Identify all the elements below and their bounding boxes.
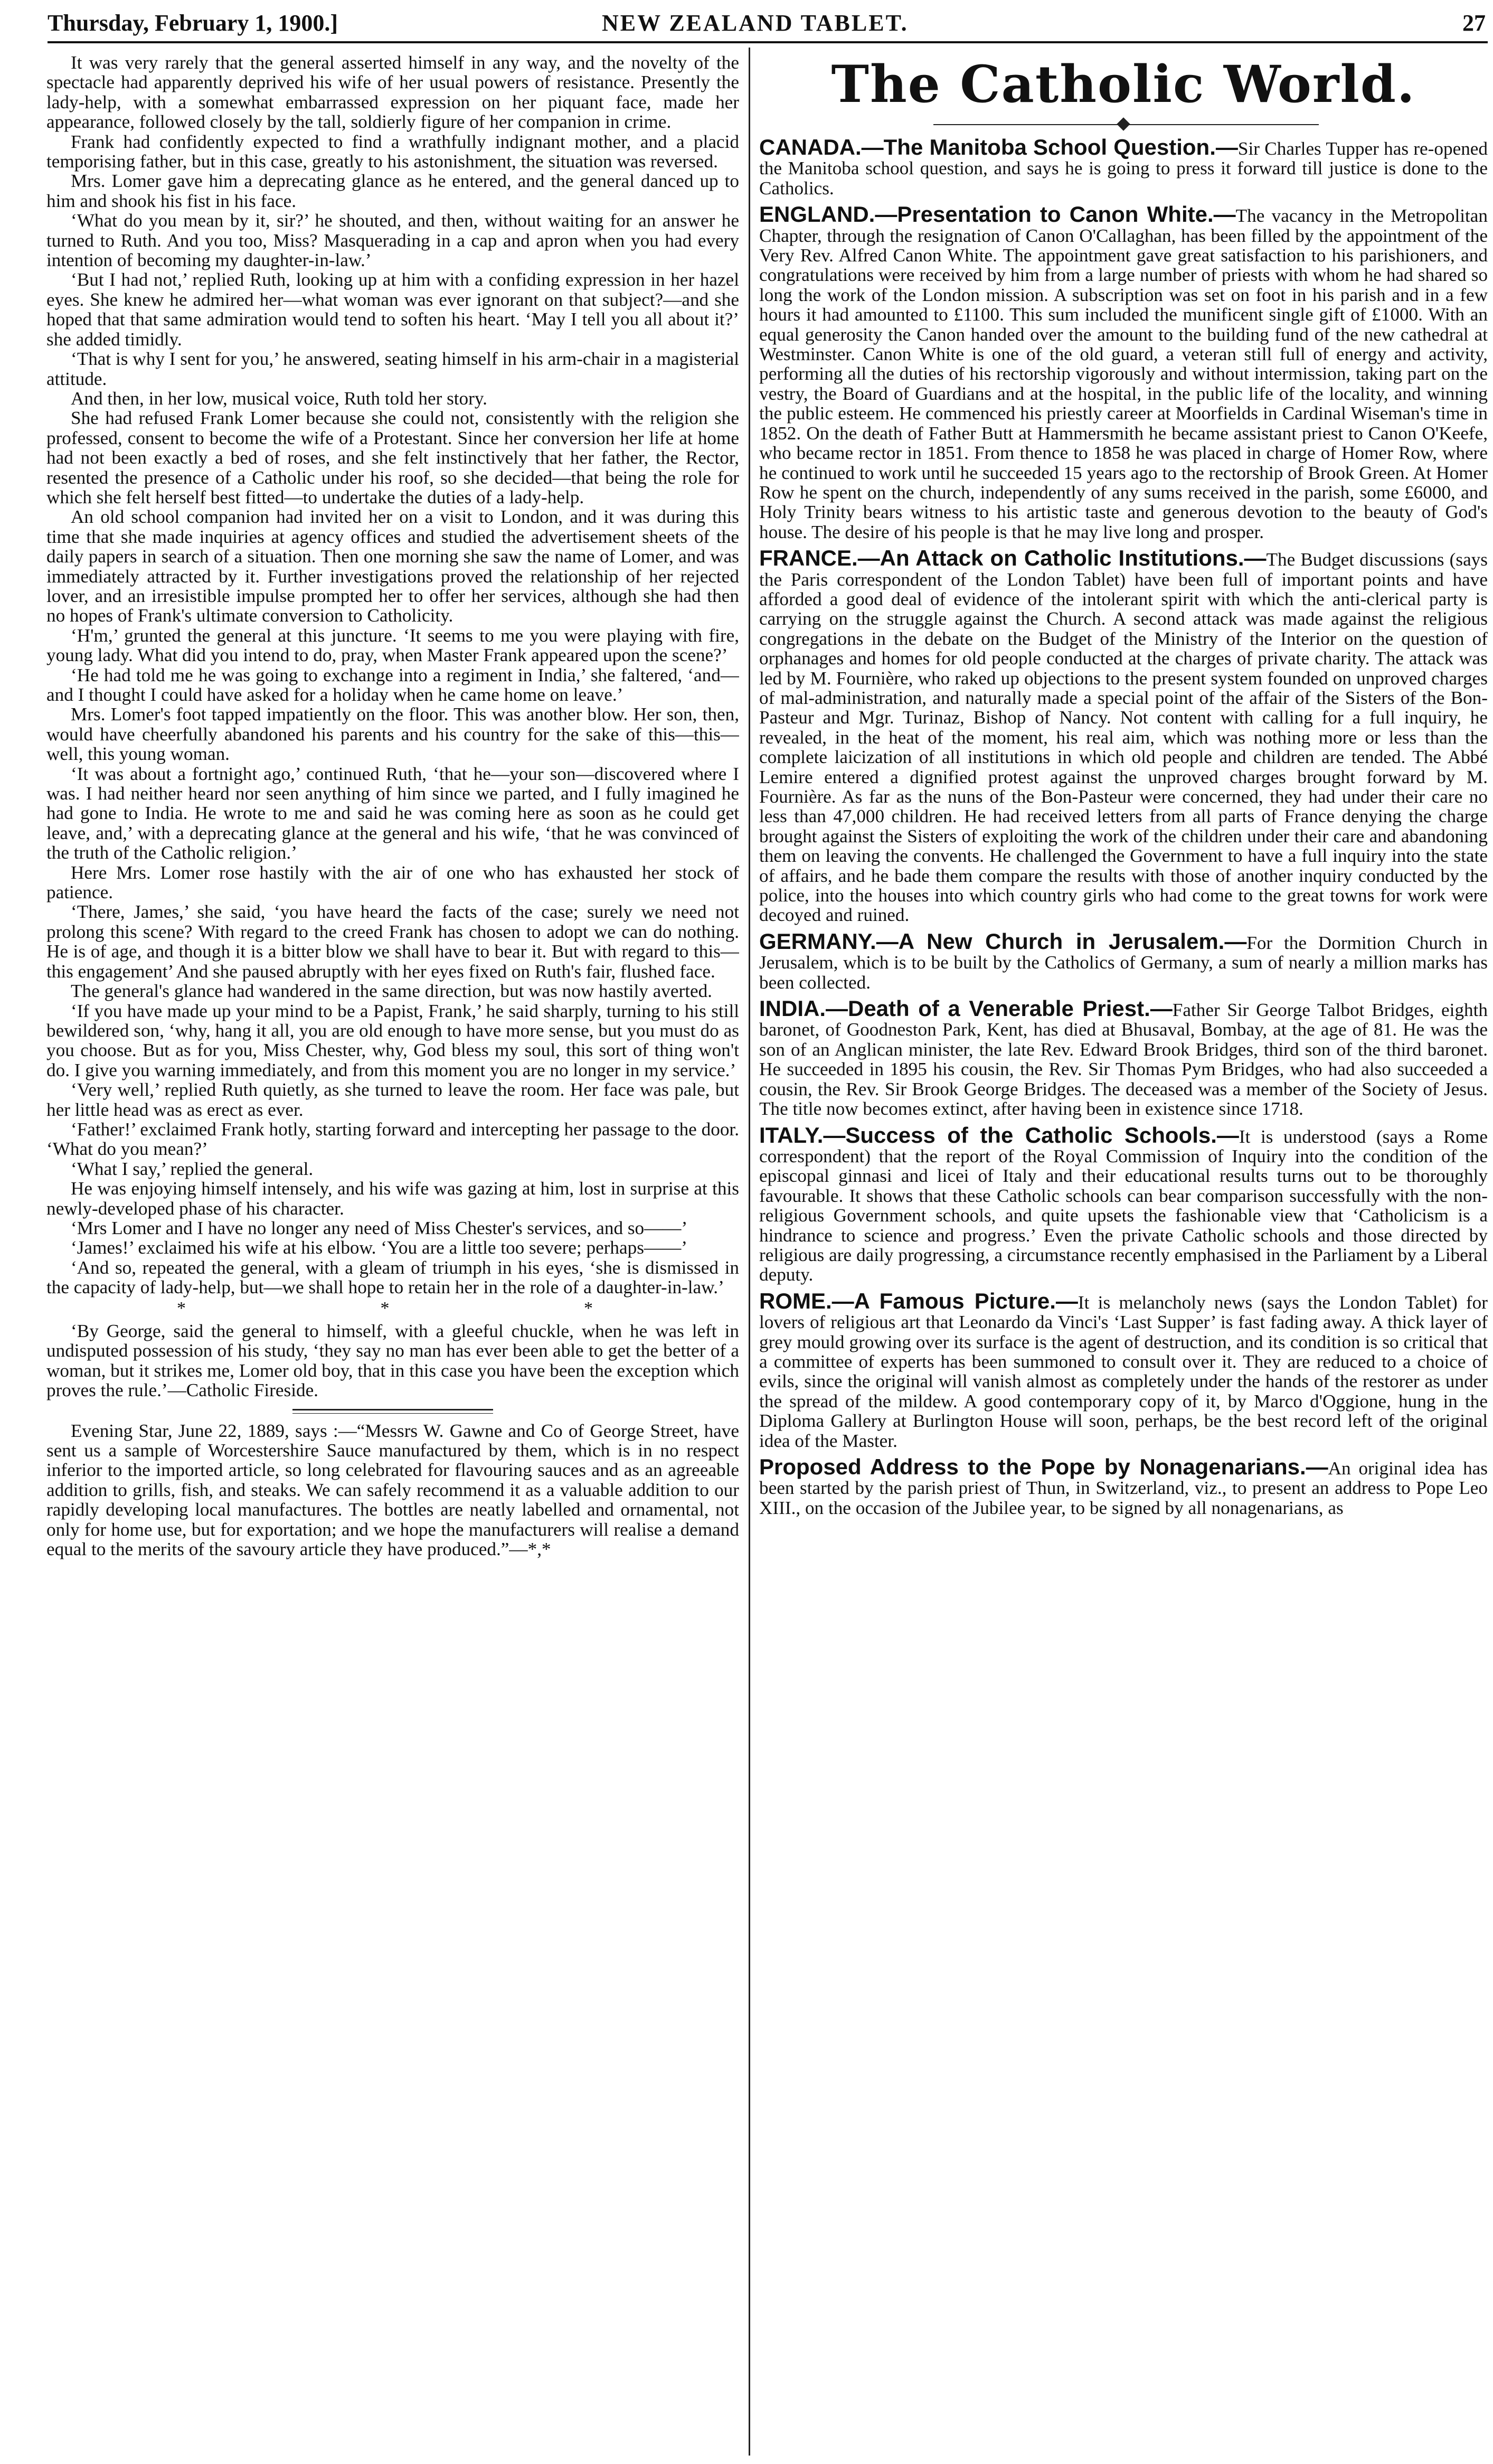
news-item-heading: ITALY.—Success of the Catholic Schools.—: [759, 1122, 1239, 1148]
header-rule: [48, 41, 1488, 43]
news-item: [759, 548, 1488, 925]
page-header: [48, 5, 1493, 38]
news-item-heading: CANADA.—The Manitoba School Question.—: [759, 135, 1238, 159]
news-item-body: The Budget discussions (says the Paris correspondent of the London Tablet) have been full of important points and have afforded a good deal of evidence of the intolerant spirit with which the anti-clerical party is carrying on the struggle against the Church. A second attack was made against the religious congregations in the debate on the Budget of the Ministry of the Interior on the question of orphanages and homes for old people conducted at the charges of private charity. The attack was led by M. Fournière, who raked up objections to the present system founded on unproved charges of mal-administration, and naturally made a special point of the affair of the Sisters of the Bon-Pasteur and Mgr. Turinaz, Bishop of Nancy. Not content with calling for a full inquiry, he revealed, in the heat of the moment, his real aim, which was nothing more or less than the complete laicization of all institutions in which old people and children are tended. The Abbé Lemire entered a dignified protest against the unproved charges brought forward by M. Fournière. As far as the nuns of the Bon-Pasteur were concerned, they had under their care no less than 47,000 children. He had received letters from all parts of France denying the charge brought against the Sisters of exploiting the work of the children under their care and abandoning them on leaving the convents. He challenged the Government to have a full inquiry into the state of affairs, and he bade them compare the results with those of another inquiry conducted by the police, into the houses into which country girls who had come to the great towns for work were decoyed and ruined.: [759, 549, 1488, 926]
news-item-text: [759, 928, 1488, 993]
story-paragraph: Frank had confidently expected to find a wrathfully indignant mother, and a placid temporising father, but in this case, greatly to his astonishment, the situation was reversed.: [46, 131, 739, 172]
publication-title: NEW ZEALAND TABLET.: [602, 10, 909, 36]
story-paragraph: ‘It was about a fortnight ago,’ continued Ruth, ‘that he—your son—discovered where I was. I had neither heard nor seen anything of him since we parted, and I fully imagined he had gone to India. He wrote to me and said he was coming here as soon as he could get leave, and,’ with a deprecating glance at the general and his wife, ‘that he was convinced of the truth of the Catholic religion.’: [46, 763, 739, 863]
story-paragraph: ‘James!’ exclaimed his wife at his elbow. ‘You are a little too severe; perhaps——’: [71, 1237, 688, 1258]
story-paragraph: ‘He had told me he was going to exchange into a regiment in India,’ she faltered, ‘and—and I thought I could have asked for a holiday when he came home on leave.’: [46, 664, 739, 705]
news-item: [759, 928, 1488, 993]
news-item-text: [759, 137, 1488, 198]
story-paragraph: ‘Mrs Lomer and I have no longer any need of Miss Chester's services, and so——’: [71, 1217, 688, 1238]
news-item-heading: FRANCE.—An Attack on Catholic Institutions.—: [759, 546, 1267, 571]
story-paragraph: ‘What do you mean by it, sir?’ he shouted, and then, without waiting for an answer he turned to Ruth. And you too, Miss? Masquerading in a cap and apron when you had every intention of becoming my daughter-in-law.’: [46, 210, 739, 271]
news-item: [759, 1454, 1488, 1518]
page-number: 27: [1462, 10, 1486, 36]
story-ending: ‘By George, said the general to himself, with a gleeful chuckle, when he was left in undisputed possession of his study, ‘they say no man has ever been able to get the better of a woman, but it strikes me, Lomer old boy, that in this case you have been the exception which proves the rule.’—Catholic Fireside.: [46, 1321, 739, 1401]
news-item: [759, 204, 1488, 542]
news-item-text: [759, 1122, 1488, 1285]
masthead-ornament: [759, 118, 1488, 131]
news-item: [759, 137, 1488, 198]
story-paragraph: ‘That is why I sent for you,’ he answered, seating himself in his arm-chair in a magisterial attitude.: [46, 349, 739, 389]
story-paragraph: Mrs. Lomer gave him a deprecating glance as he entered, and the general danced up to him and shook his fist in his face.: [46, 171, 739, 211]
news-sections: [759, 137, 1488, 1518]
news-item: [759, 996, 1488, 1120]
story-paragraph: And then, in her low, musical voice, Ruth told her story.: [71, 388, 487, 409]
news-item-heading: INDIA.—Death of a Venerable Priest.—: [759, 996, 1173, 1021]
story-paragraph: An old school companion had invited her on a visit to London, and it was during this time that she made inquiries at agency offices and studied the advertisement sheets of the daily papers in search of a situation. Then one morning she saw the name of Lomer, and was immediately attracted by it. Further investigations proved the relationship of her rejected lover, and an irresistible impulse prompted her to offer her services, although she had then no hopes of Frank's ultimate conversion to Catholicity.: [46, 506, 739, 626]
section-break-stars: * * *: [177, 1298, 688, 1318]
news-item-body: The vacancy in the Metropolitan Chapter, through the resignation of Canon O'Callaghan, has been filled by the appointment of the Very Rev. Alfred Canon White. The appointment gave great satisfaction to his parishioners, and congratulations were received by him from a large number of priests with whom he had shared so long the work of the London mission. A subscription was set on foot in his parish and in a few hours it had amounted to £1100. This sum included the munificent single gift of £1000. With an equal generosity the Canon handed over the amount to the building fund of the new cathedral at Westminster. Canon White is one of the old guard, a veteran still full of energy and activity, performing all the duties of his rectorship vigorously and without intermission, taking part on the vestry, the Board of Guardians and at the hospital, in the public life of the locality, and winning the public esteem. He commenced his priestly career at Moorfields in Cardinal Wiseman's time in 1852. On the death of Father Butt at Hammersmith he became assistant priest to Canon O'Keefe, who became rector in 1851. From thence to 1858 he was placed in charge of Homer Row, where he continued to work until he succeeded 15 years ago to the rectorship of Brook Green. At Homer Row he spent on the church, independently of any sums received in the parish, some £6000, and Holy Trinity bears witness to his artistic taste and generous devotion to the beauty of God's house. The desire of his people is that he may live long and prosper.: [759, 205, 1488, 542]
right-column: [759, 53, 1488, 2450]
news-item-heading: GERMANY.—A New Church in Jerusalem.—: [759, 928, 1247, 954]
news-item-text: [759, 1454, 1488, 1518]
story-paragraph: ‘There, James,’ she said, ‘you have heard the facts of the case; surely we need not prolong this scene? With regard to the creed Frank has chosen to adopt we can do nothing. He is of age, and though it is a bitter blow we shall have to bear it. But with regard to this—this engagement’ And she paused abruptly with her eyes fixed on Ruth's fair, flushed face.: [46, 901, 739, 982]
news-item: [759, 1122, 1488, 1285]
story-paragraph: It was very rarely that the general asserted himself in any way, and the novelty of the spectacle had apparently deprived his wife of her usual powers of resistance. Presently the lady-help, with a somewhat embarrassed expression on her piquant face, made her appearance, followed closely by the tall, soldierly figure of her companion in crime.: [46, 53, 739, 133]
news-item-heading: ROME.—A Famous Picture.—: [759, 1288, 1078, 1313]
news-item-body: It is understood (says a Rome correspondent) that the report of the Royal Commission of Inquiry into the condition of the episcopal ginnasi and licei of Italy and their educational results turns out to be thoroughly favourable. It shows that these Catholic schools can bear comparison successfully with the non-religious Government schools, and quite upsets the fashionable view that ‘Catholicism is a hindrance to science and progress.’ Even the private Catholic schools and those directed by religious are daily progressing, a circumstance recently emphasised in the Parliament by a Liberal deputy.: [759, 1126, 1488, 1285]
column-rule: [749, 48, 750, 2456]
news-item-body: Father Sir George Talbot Bridges, eighth baronet, of Goodneston Park, Kent, has died at Bhusaval, Bombay, at the age of 81. He was the son of an Anglican minister, the late Rev. Edward Brook Bridges, third son of the third baronet. He succeeded in 1895 his cousin, the Rev. Sir Thomas Pym Bridges, who had also succeeded a cousin, the Rev. Sir Brook George Bridges. The deceased was a member of the Society of Jesus. The title now becomes extinct, after having been in existence since 1718.: [759, 1000, 1488, 1120]
issue-date: Thursday, February 1, 1900.]: [48, 10, 338, 36]
news-item-body: For the Dormition Church in Jerusalem, which is to be built by the Catholics of Germany, a sum of nearly a million marks has been collected.: [759, 932, 1488, 993]
story-paragraph: ‘H'm,’ grunted the general at this juncture. ‘It seems to me you were playing with fire, young lady. What did you intend to do, pray, when Master Frank appeared upon the scene?’: [46, 625, 739, 666]
left-column: [46, 53, 739, 2450]
story-paragraph: Here Mrs. Lomer rose hastily with the air of one who has exhausted her stock of patience.: [46, 862, 739, 903]
story-body: [46, 53, 739, 1297]
news-item-text: [759, 548, 1488, 925]
story-paragraph: Mrs. Lomer's foot tapped impatiently on the floor. This was another blow. Her son, then, would have cheerfully abandoned his parents and his country for the sake of this—this—well, this young woman.: [46, 704, 739, 765]
news-item-body: Sir Charles Tupper has re-opened the Manitoba school question, and says he is going to press it forward till justice is done to the Catholics.: [759, 138, 1488, 199]
story-paragraph: She had refused Frank Lomer because she could not, consistently with the religion she professed, consent to become the wife of a Protestant. Since her conversion her life at home had not been exactly a bed of roses, and she felt instinctively that her father, the Rector, resented the presence of a Catholic under his roof, so she decided—that being the role for which she felt herself best fitted—to undertake the duties of a lady-help.: [46, 408, 739, 507]
story-paragraph: ‘If you have made up your mind to be a Papist, Frank,’ he said sharply, turning to his still bewildered son, ‘why, hang it all, you are old enough to have more sense, but you must do as you choose. But as for you, Miss Chester, why, God bless my soul, this sort of thing won't do. I give you warning immediately, and from this moment you are no longer in my service.’: [46, 1000, 739, 1080]
story-paragraph: ‘And so, repeated the general, with a gleam of triumph in his eyes, ‘she is dismissed in the capacity of lady-help, but—we shall hope to retain her in the role of a daughter-in-law.’: [46, 1257, 739, 1298]
news-item-text: [759, 996, 1488, 1120]
ornament-diamond-icon: [1117, 117, 1130, 130]
story-paragraph: ‘What I say,’ replied the general.: [71, 1158, 314, 1179]
news-item-body: An original idea has been started by the parish priest of Thun, in Switzerland, viz., to present an address to Pope Leo XIII., on the occasion of the Jubilee year, to be signed by all nonagenarians, as: [759, 1458, 1488, 1518]
news-item-body: It is melancholy news (says the London Tablet) for lovers of religious art that Leonardo da Vinci's ‘Last Supper’ is fast fading away. A thick layer of grey mould growing over its surface is the agent of destruction, and its condition is so critical that a committee of experts has been summoned to consult over it. They are reduced to a choice of evils, since the original will vanish almost as completely under the hands of the restorer as under the spread of the mildew. A good contemporary copy of it, by Marco d'Oggione, hung in the Diploma Gallery at Burlington House will soon, perhaps, be the best record left of the original idea of the Master.: [759, 1292, 1488, 1451]
news-item: [759, 1288, 1488, 1451]
news-item-heading: ENGLAND.—Presentation to Canon White.—: [759, 202, 1236, 227]
story-paragraph: He was enjoying himself intensely, and his wife was gazing at him, lost in surprise at this newly-developed phase of his character.: [46, 1178, 739, 1219]
news-item-heading: Proposed Address to the Pope by Nonagenarians.—: [759, 1454, 1328, 1479]
section-masthead: The Catholic World.: [831, 54, 1416, 114]
sauce-notice: Evening Star, June 22, 1889, says :—“Messrs W. Gawne and Co of George Street, have sent us a sample of Worcestershire Sauce manufactured by them, which is in no respect inferior to the imported article, so long celebrated for flavouring sauces and as an agreeable addition to grills, fish, and steaks. We can safely recommend it as a valuable addition to our rapidly developing local manufactures. The bottles are neatly labelled and ornamental, not only for home use, but for exportation; and we hope the manufacturers will realise a demand equal to the merits of the savoury article they have produced.”—*,*: [46, 1420, 739, 1560]
story-paragraph: ‘Very well,’ replied Ruth quietly, as she turned to leave the room. Her face was pale, but her little head was as erect as ever.: [46, 1079, 739, 1120]
news-item-text: [759, 1288, 1488, 1451]
story-paragraph: ‘Father!’ exclaimed Frank hotly, starting forward and intercepting her passage to the door. ‘What do you mean?’: [46, 1118, 739, 1160]
story-paragraph: ‘But I had not,’ replied Ruth, looking up at him with a confiding expression in her hazel eyes. She knew he admired her—what woman was ever ignorant on that subject?—and she hoped that that same admiration would tend to soften his heart. ‘May I tell you all about it?’ she added timidly.: [46, 269, 739, 350]
article-divider: [292, 1409, 493, 1414]
story-paragraph: The general's glance had wandered in the same direction, but was now hastily averted.: [71, 981, 712, 1002]
news-item-text: [759, 204, 1488, 542]
